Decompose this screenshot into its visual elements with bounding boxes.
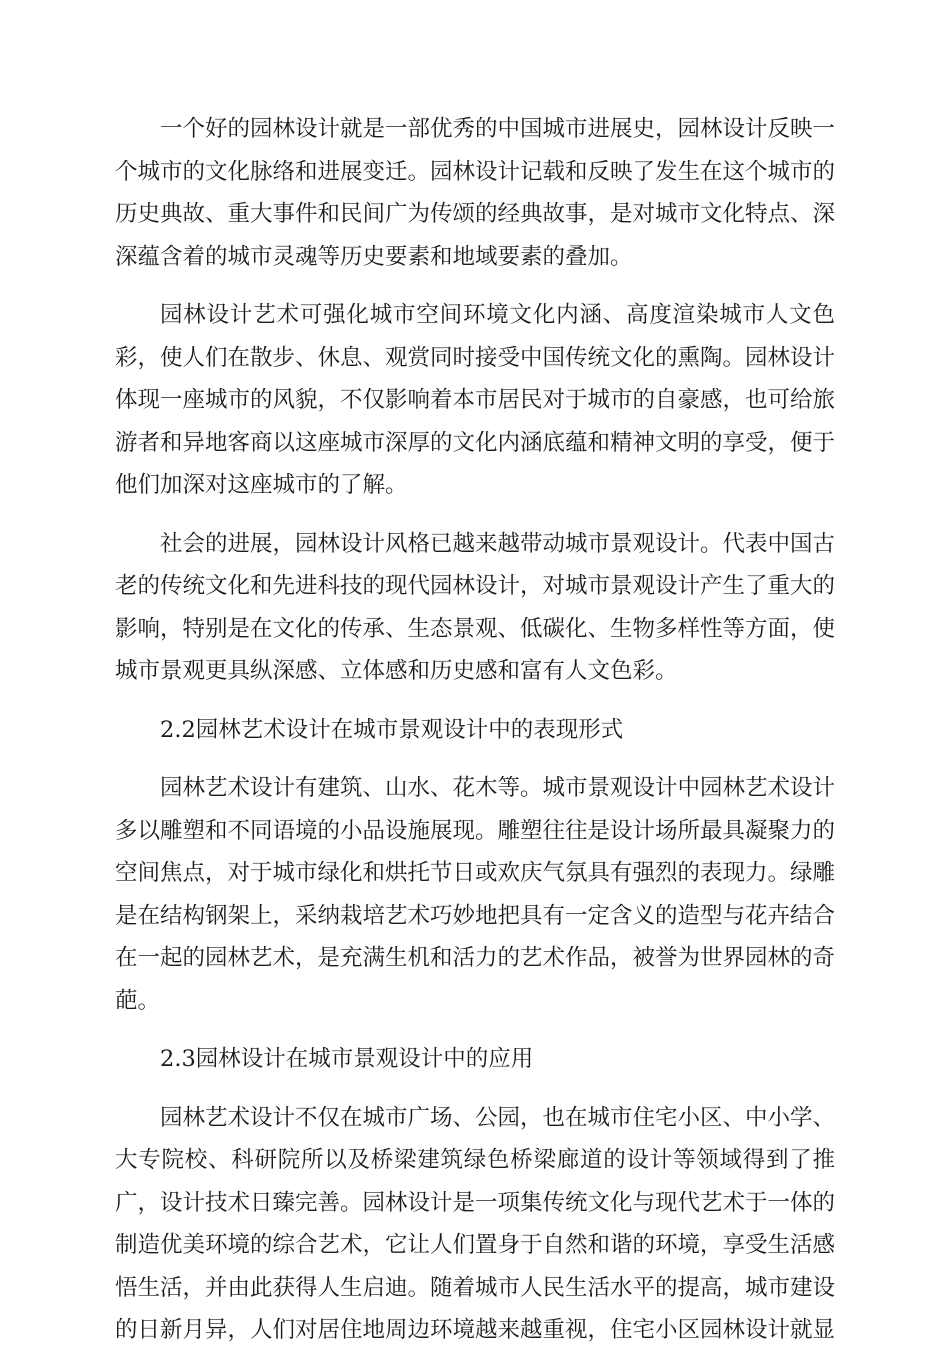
document-body [115,108,835,1368]
paragraph-urban-history: 一个好的园林设计就是一部优秀的中国城市进展史，园林设计反映一个城市的文化脉络和进展变迁。园林设计记载和反映了发生在这个城市的历史典故、重大事件和民间广为传颂的经典故事，是对城市文化特点、深深蕴含着的城市灵魂等历史要素和地域要素的叠加。 [115,116,836,270]
paragraph-social-progress: 社会的进展，园林设计风格已越来越带动城市景观设计。代表中国古老的传统文化和先进科技的现代园林设计，对城市景观设计产生了重大的影响，特别是在文化的传承、生态景观、低碳化、生物多样性等方面，使城市景观更具纵深感、立体感和历史感和富有人文色彩。 [115,530,836,684]
section-heading-2-2: 2.2园林艺术设计在城市景观设计中的表现形式 [160,716,624,743]
section-heading-2-3: 2.3园林设计在城市景观设计中的应用 [160,1046,534,1072]
paragraph-cultural-atmosphere: 园林设计艺术可强化城市空间环境文化内涵、高度渲染城市人文色彩，使人们在散步、休息、观赏同时接受中国传统文化的熏陶。园林设计体现一座城市的风貌，不仅影响着本市居民对于城市的自豪感，也可给旅游者和异地客商以这座城市深厚的文化内涵底蕴和精神文明的享受，便于他们加深对这座城市的了解。 [115,302,836,498]
paragraph-expression-forms: 园林艺术设计有建筑、山水、花木等。城市景观设计中园林艺术设计多以雕塑和不同语境的小品设施展现。雕塑往往是设计场所最具凝聚力的空间焦点，对于城市绿化和烘托节日或欢庆气氛具有强烈的表现力。绿雕是在结构钢架上，采纳栽培艺术巧妙地把具有一定含义的造型与花卉结合在一起的园林艺术，是充满生机和活力的艺术作品，被誉为世界园林的奇葩。 [115,775,836,1014]
paragraph-applications: 园林艺术设计不仅在城市广场、公园，也在城市住宅小区、中小学、大专院校、科研院所以及桥梁建筑绿色桥梁廊道的设计等领域得到了推广，设计技术日臻完善。园林设计是一项集传统文化与现代艺术于一体的制造优美环境的综合艺术，它让人们置身于自然和谐的环境，享受生活感悟生活，并由此获得人生启迪。随着城市人民生活水平的提高，城市建设的日新月异，人们对居住地周边环境越来越重视，住宅小区园林设计就显 [115,1104,836,1343]
